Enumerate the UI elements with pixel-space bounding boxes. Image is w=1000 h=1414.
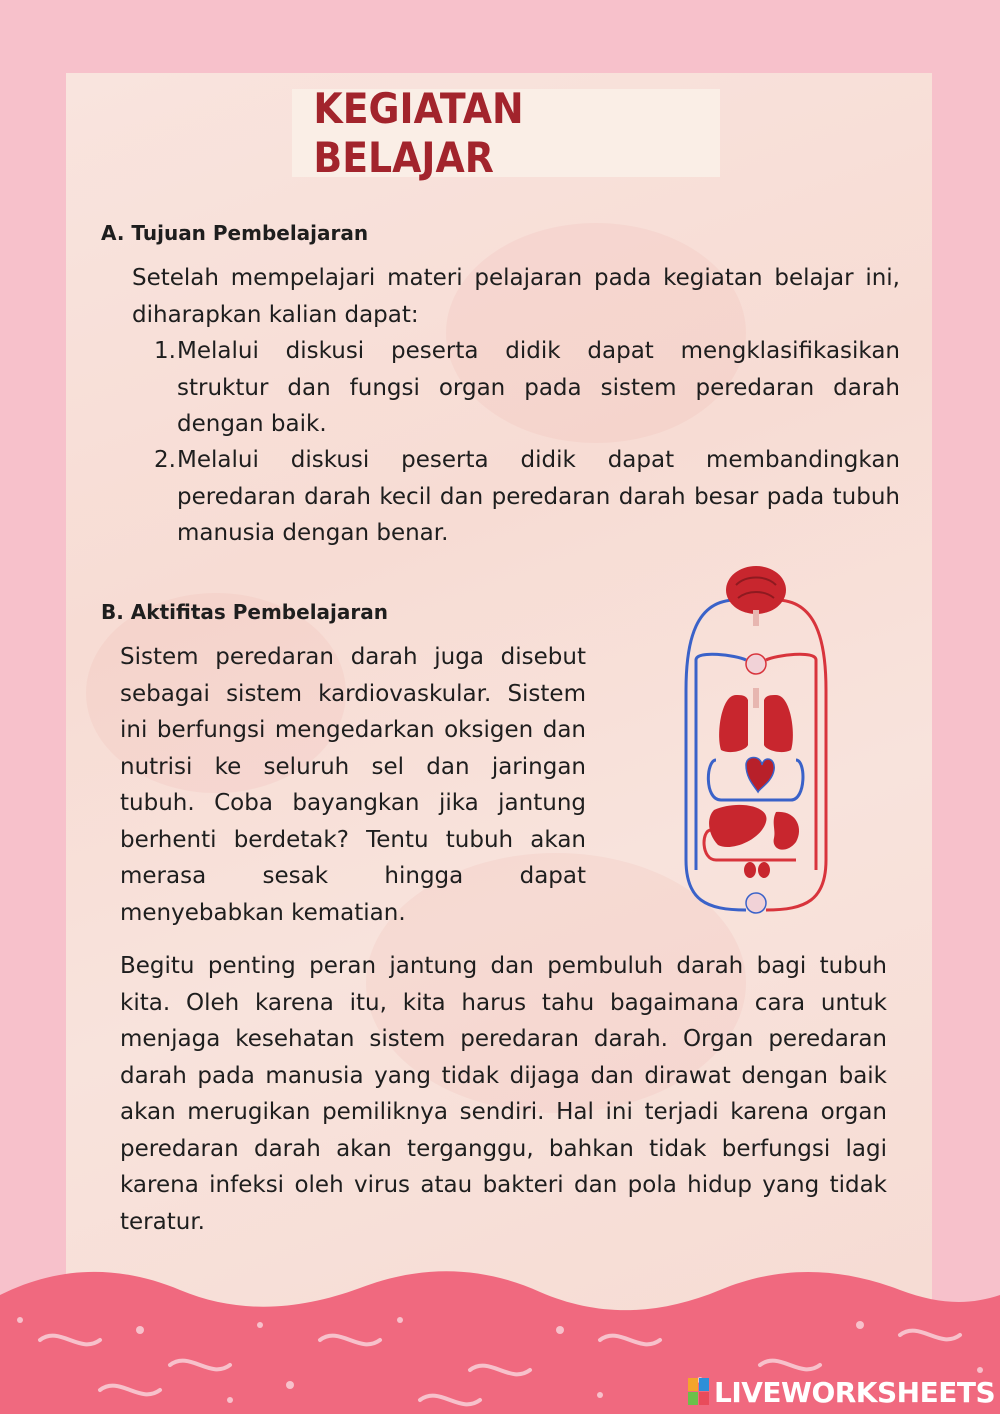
list-item: Melalui diskusi peserta didik dapat mengklasifikasikan struktur dan fungsi organ pada sistem peredaran darah dengan baik.: [177, 338, 900, 437]
section-b-paragraph-1: Sistem peredaran darah juga disebut sebagai sistem kardiovaskular. Sistem ini berfungsi mengedarkan oksigen dan nutrisi ke seluruh sel dan jaringan tubuh. Coba bayangkan jika jantung berhenti berdetak? Tentu tubuh akan merasa sesak hingga dapat menyebabkan kematian.: [120, 644, 586, 926]
section-b-heading: B. Aktifitas Pembelajaran: [101, 600, 388, 624]
section-a-intro: Setelah mempelajari materi pelajaran pada kegiatan belajar ini, diharapkan kalian dapat:: [132, 265, 900, 328]
title-banner: [292, 84, 720, 182]
list-item: Melalui diskusi peserta didik dapat membandingkan peredaran darah kecil dan peredaran darah besar pada tubuh manusia dengan benar.: [177, 447, 900, 546]
brand-name: LIVEWORKSHEETS: [714, 1375, 996, 1409]
list-item-number: 2.: [154, 447, 176, 473]
brand-logo: [688, 1372, 995, 1412]
liveworksheets-logo-icon: [688, 1378, 710, 1406]
page-title: KEGIATAN BELAJAR: [313, 84, 524, 182]
list-item-number: 1.: [154, 338, 176, 364]
circulatory-system-diagram-icon: [676, 560, 836, 925]
section-b-paragraph-2: Begitu penting peran jantung dan pembuluh darah bagi tubuh kita. Oleh karena itu, kita harus tahu bagaimana cara untuk menjaga kesehatan sistem peredaran darah. Organ peredaran darah pada manusia yang tidak dijaga dan dirawat dengan baik akan merugikan pemiliknya sendiri. Hal ini terjadi karena organ peredaran darah akan terganggu, bahkan tidak berfungsi lagi karena infeksi oleh virus atau bakteri dan pola hidup yang tidak teratur.: [120, 953, 887, 1235]
section-a-heading: A. Tujuan Pembelajaran: [101, 221, 369, 245]
